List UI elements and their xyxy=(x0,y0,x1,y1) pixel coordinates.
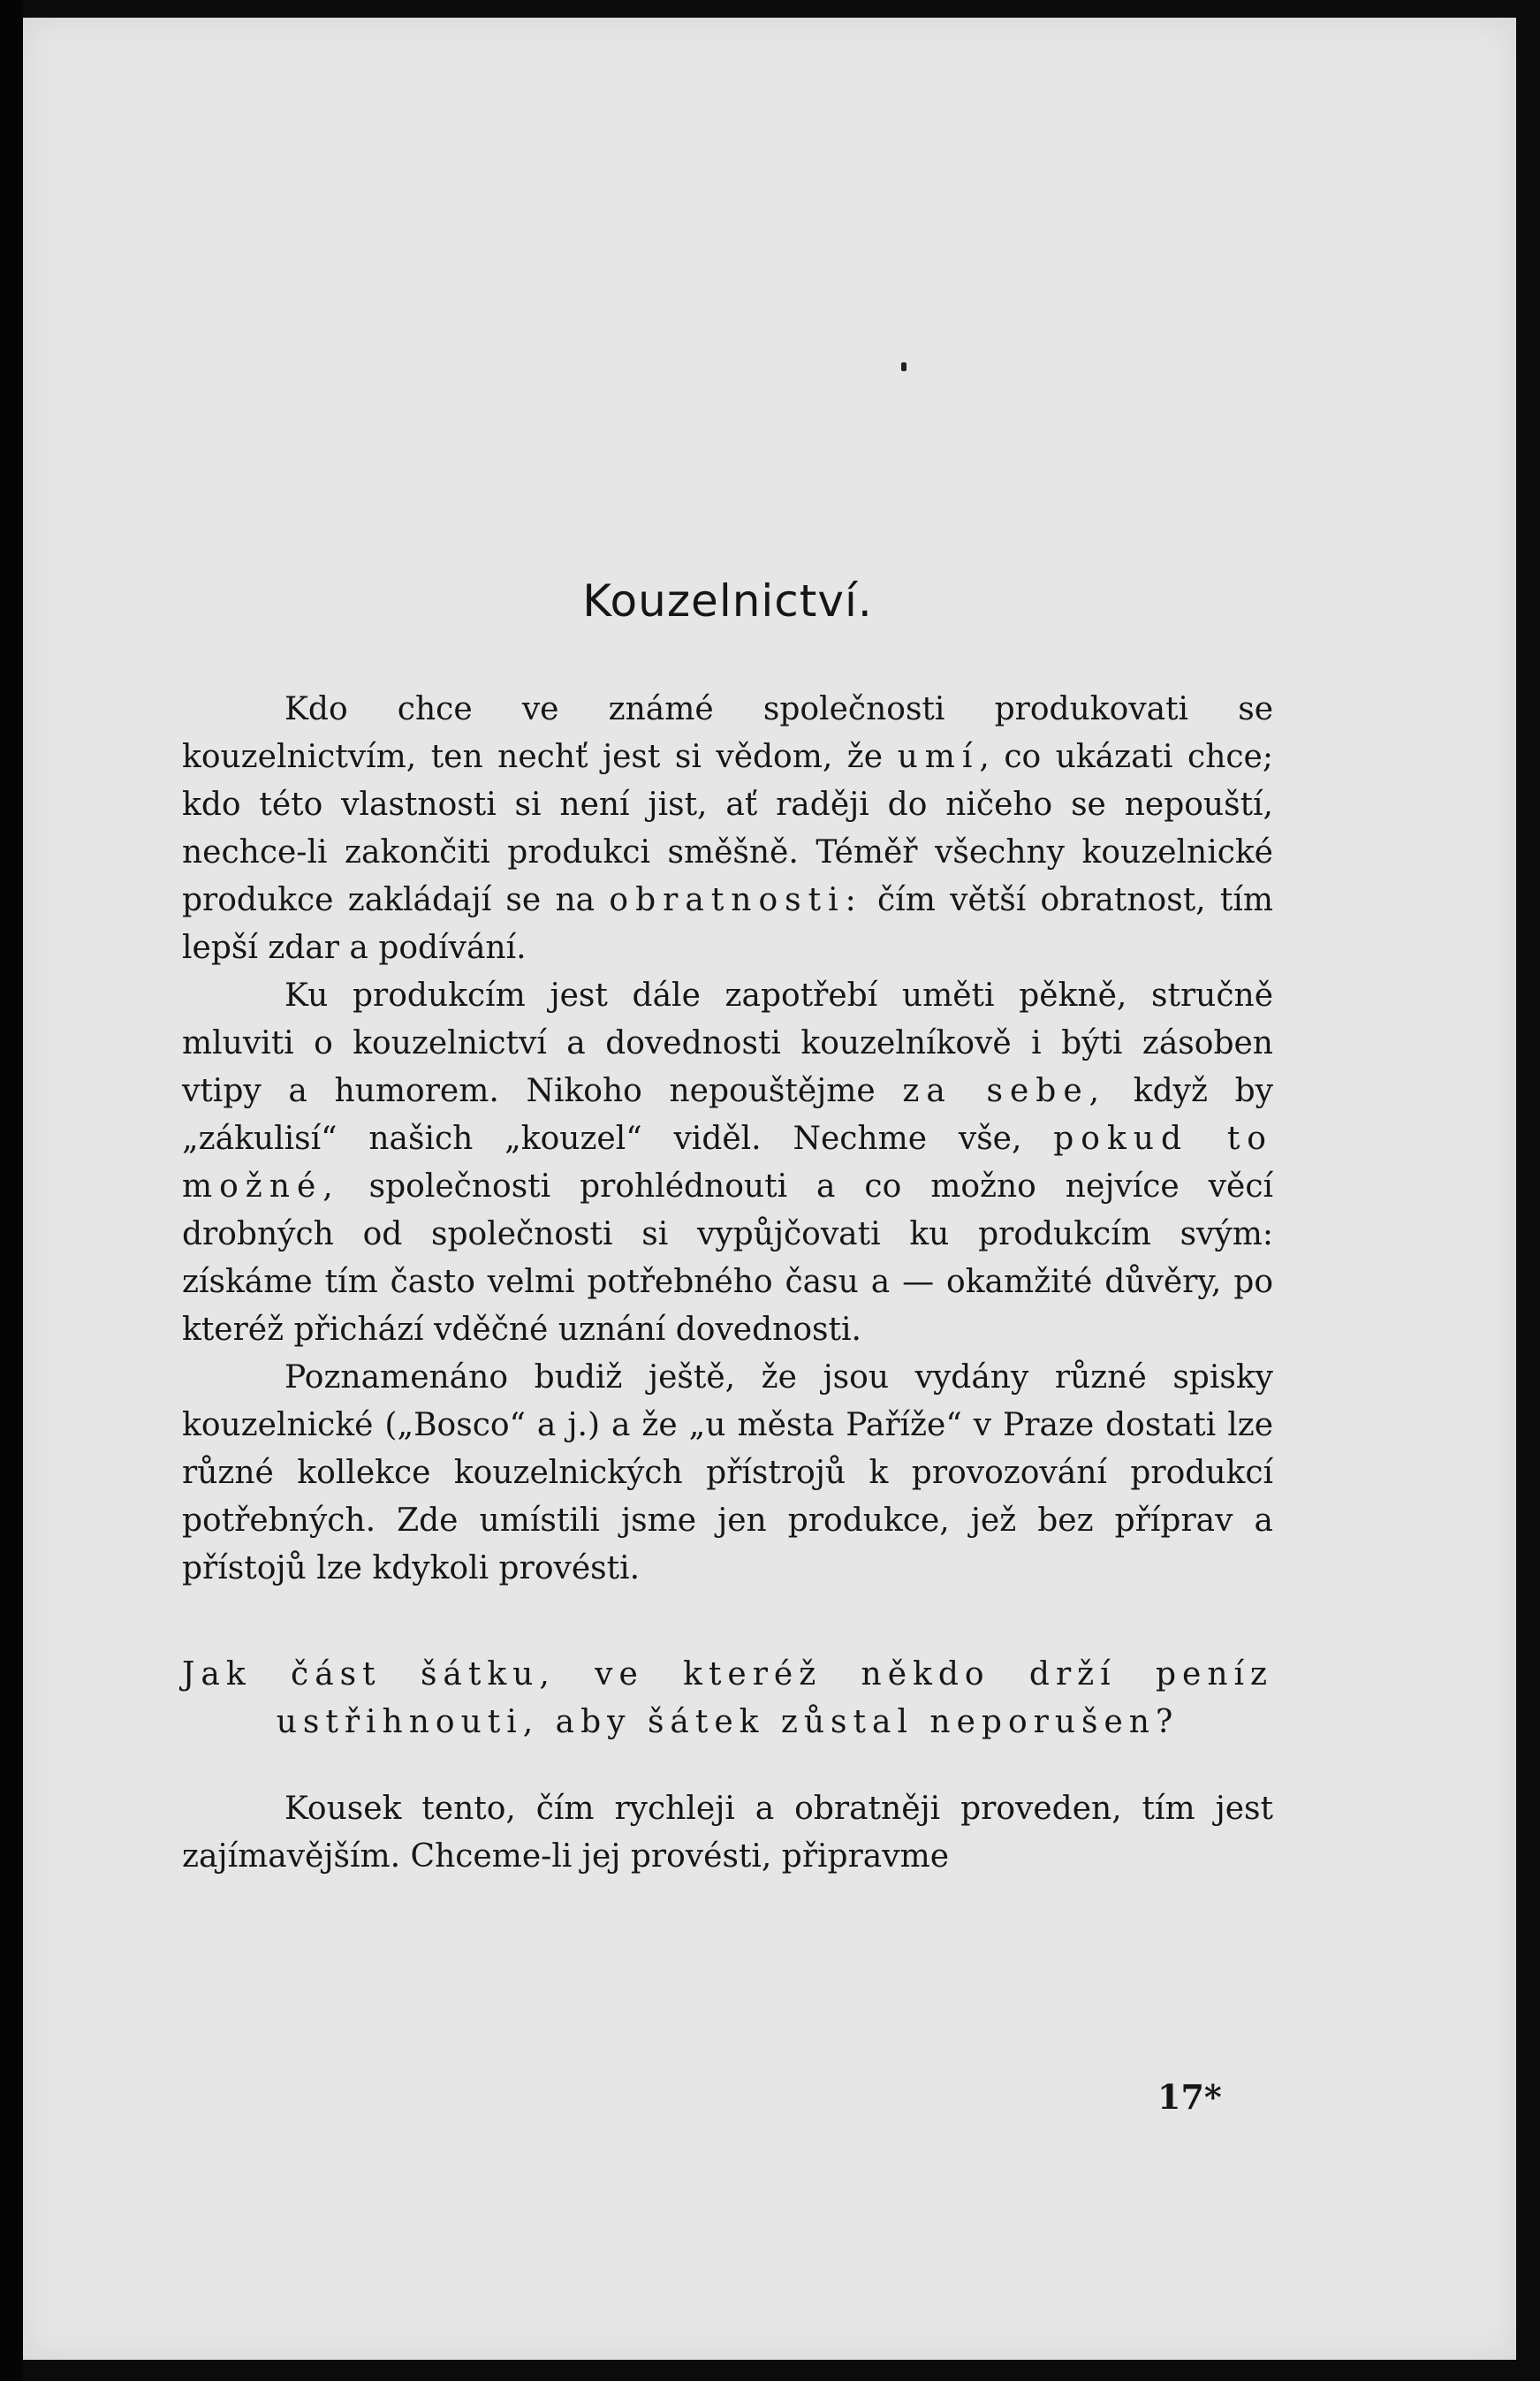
paragraph-2-text-a: Ku produkcím jest dále zapotřebí uměti pěkně, stručně mluviti o kouzelnictví a dovednosti kouzelníkově i býti zásoben vtipy a humorem. Nikoho nepouštějme xyxy=(182,978,1273,1109)
page-content xyxy=(182,574,1273,1881)
paragraph-1-text-e: čím větší obratnost, tím lepší zdar a podívání. xyxy=(182,882,1274,966)
subheading-line-2: ustřihnouti, aby šátek zůstal neporušen? xyxy=(276,1704,1180,1740)
paragraph-2-text-e: společnosti prohlédnouti a co možno nejvíce věcí drobných od společnosti si vypůjčovati ku produkcím svým: získáme tím často velmi potřebného času a — okamžité důvěry, po kteréž přichází vděčné uznání dovednosti. xyxy=(182,1168,1273,1348)
paragraph-1 xyxy=(182,686,1273,972)
subheading-line-1: Jak část šátku, ve kteréž někdo drží peníz xyxy=(182,1656,1273,1693)
paragraph-2-text-c: když by „zákulisí“ našich „kouzel“ viděl. Nechme vše, xyxy=(182,1073,1274,1157)
page-number: 17* xyxy=(1157,2077,1222,2117)
ink-speck xyxy=(901,362,907,371)
emphasis-pokud-to-mozne: pokud to možné, xyxy=(182,1121,1273,1205)
chapter-title: Kouzelnictví. xyxy=(582,575,873,627)
paragraph-4: Kousek tento, čím rychleji a obratněji proveden, tím jest zajímavějším. Chceme-li jej provésti, připravme xyxy=(182,1791,1273,1875)
emphasis-za-sebe: za sebe, xyxy=(902,1073,1107,1109)
emphasis-obratnosti: obratnosti: xyxy=(609,882,863,918)
paragraph-1-text-a: Kdo chce ve známé společnosti produkovati se kouzelnictvím, ten nechť jest si vědom, že xyxy=(182,691,1273,775)
paragraph-3: Poznamenáno budiž ještě, že jsou vydány různé spisky kouzelnické („Bosco“ a j.) a že „u města Paříže“ v Praze dostati lze různé kollekce kouzelnických přístrojů k provozování produkcí potřebných. Zde umístili jsme jen produkce, jež bez příprav a přístojů lze kdykoli provésti. xyxy=(182,1359,1273,1586)
emphasis-umi: umí xyxy=(897,739,980,775)
book-binding-edge xyxy=(0,0,23,2381)
section-subheading xyxy=(182,1651,1273,1746)
paragraph-1-text-c: , co ukázati chce; kdo této vlastnosti si není jist, ať raději do ničeho se nepouští, nechce-li zakončiti produkci směšně. Téměř všechny kouzelnické produkce zakládají se na xyxy=(182,739,1273,918)
paragraph-2 xyxy=(182,972,1273,1354)
